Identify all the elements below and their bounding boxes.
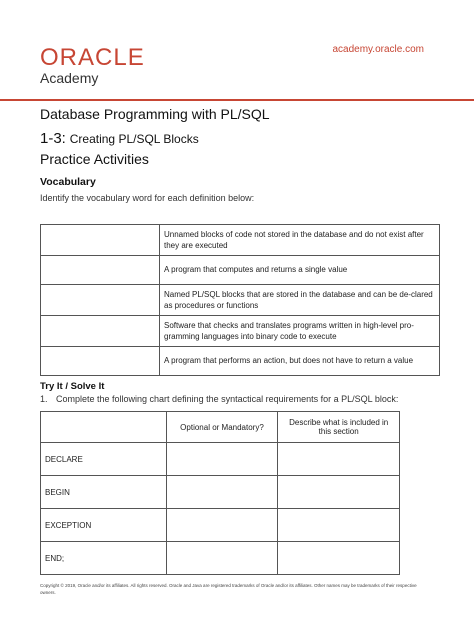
optional-mandatory-cell[interactable] [166,476,278,509]
chart-header-row [41,412,400,443]
vocabulary-heading: Vocabulary [40,176,96,188]
vocab-row [41,256,440,285]
academy-logo-text: Academy [40,70,99,86]
vocabulary-instruction: Identify the vocabulary word for each definition below: [40,193,255,203]
lesson-number: 1-3: [40,130,66,147]
vocab-definition: Unnamed blocks of code not stored in the database and do not exist after they are executed [160,225,440,256]
description-cell[interactable] [278,542,400,575]
course-title: Database Programming with PL/SQL [40,106,270,122]
vocab-answer-cell[interactable] [41,285,160,316]
vocab-definition: A program that performs an action, but does not have to return a value [160,347,440,376]
section-name: DECLARE [41,443,167,476]
vocab-definition: A program that computes and returns a single value [160,256,440,285]
chart-row [41,509,400,542]
description-cell[interactable] [278,476,400,509]
vocab-definition: Software that checks and translates programs written in high-level pro-gramming languages into binary code to execute [160,316,440,347]
vocabulary-table [40,224,440,376]
practice-heading: Practice Activities [40,151,149,167]
vocab-definition: Named PL/SQL blocks that are stored in the database and can be de-clared as procedures or functions [160,285,440,316]
vocab-answer-cell[interactable] [41,225,160,256]
optional-mandatory-cell[interactable] [166,542,278,575]
header-divider [0,99,474,101]
section-name: END; [41,542,167,575]
chart-header-cell: Describe what is included in this section [278,412,400,443]
optional-mandatory-cell[interactable] [166,443,278,476]
chart-row [41,542,400,575]
chart-header-cell [41,412,167,443]
step-text: Complete the following chart defining the syntactical requirements for a PL/SQL block: [56,394,399,404]
section-name: EXCEPTION [41,509,167,542]
vocab-row [41,347,440,376]
description-cell[interactable] [278,443,400,476]
vocab-answer-cell[interactable] [41,316,160,347]
vocab-row [41,225,440,256]
lesson-heading [40,130,199,147]
site-url: academy.oracle.com [332,44,424,55]
chart-row [41,443,400,476]
vocab-answer-cell[interactable] [41,256,160,285]
optional-mandatory-cell[interactable] [166,509,278,542]
chart-header-cell: Optional or Mandatory? [166,412,278,443]
section-name: BEGIN [41,476,167,509]
vocab-row [41,285,440,316]
step-instruction [40,394,398,404]
vocab-row [41,316,440,347]
vocab-answer-cell[interactable] [41,347,160,376]
try-it-heading: Try It / Solve It [40,381,105,392]
oracle-logo: ORACLE [40,44,145,71]
step-number: 1. [40,394,48,404]
chart-row [41,476,400,509]
plsql-block-chart [40,411,400,575]
lesson-title: Creating PL/SQL Blocks [69,132,199,146]
description-cell[interactable] [278,509,400,542]
copyright-footer: Copyright © 2019, Oracle and/or its affiliates. All rights reserved. Oracle and Java are registered trademarks of Oracle and/or its affiliates. Other names may be trademarks of their respective owners. [40,583,417,595]
